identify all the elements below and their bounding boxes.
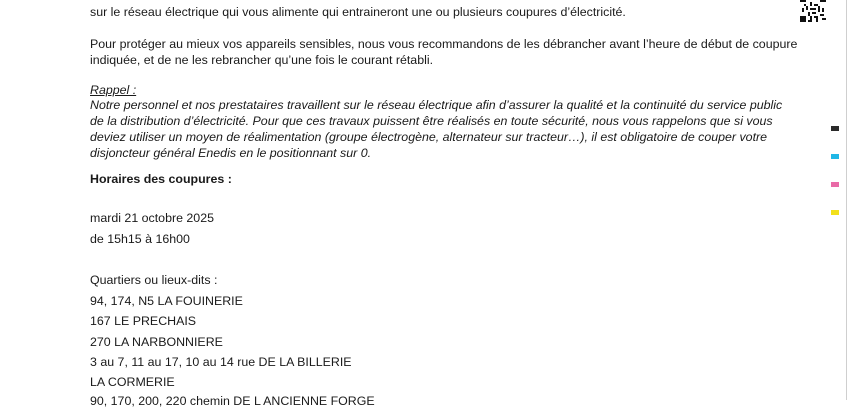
outage-time-range: de 15h15 à 16h00 bbox=[90, 232, 190, 246]
qr-code-icon bbox=[800, 0, 826, 22]
rappel-line-4: disjoncteur général Enedis en le positionnant sur 0. bbox=[90, 146, 372, 160]
protect-paragraph-line-2: indiquée, et de ne les rebrancher qu’une fois le courant rétabli. bbox=[90, 53, 434, 67]
place-item: 3 au 7, 11 au 17, 10 au 14 rue DE LA BILLERIE bbox=[90, 355, 352, 369]
print-mark-magenta bbox=[831, 182, 839, 187]
rappel-line-3: deviez utiliser un moyen de réalimentation (groupe électrogène, alternateur sur tracteur…), il est obligatoire de couper votre bbox=[90, 130, 768, 144]
place-item: 90, 170, 200, 220 chemin DE L ANCIENNE FORGE bbox=[90, 394, 375, 408]
print-mark-yellow bbox=[831, 210, 839, 215]
print-mark-cyan bbox=[831, 154, 839, 159]
horaires-title: Horaires des coupures : bbox=[90, 172, 232, 186]
quartiers-title: Quartiers ou lieux-dits : bbox=[90, 273, 218, 287]
rappel-line-1: Notre personnel et nos prestataires travaillent sur le réseau électrique afin d’assurer la qualité et la continuité du service public bbox=[90, 98, 783, 112]
place-item: 94, 174, N5 LA FOUINERIE bbox=[90, 294, 243, 308]
rappel-title: Rappel : bbox=[90, 83, 137, 97]
rappel-line-2: de la distribution d’électricité. Pour que ces travaux puissent être réalisés en toute sécurité, nous vous rappelons que si vous bbox=[90, 114, 773, 128]
place-item: LA CORMERIE bbox=[90, 375, 175, 389]
place-item: 270 LA NARBONNIERE bbox=[90, 335, 223, 349]
page-edge bbox=[846, 0, 847, 400]
outage-date: mardi 21 octobre 2025 bbox=[90, 211, 214, 225]
print-mark-black bbox=[831, 126, 839, 131]
place-item: 167 LE PRECHAIS bbox=[90, 314, 197, 328]
protect-paragraph-line-1: Pour protéger au mieux vos appareils sensibles, nous vous recommandons de les débrancher avant l’heure de début de coupure bbox=[90, 37, 798, 51]
intro-line: sur le réseau électrique qui vous alimente qui entraineront une ou plusieurs coupures d’électricité. bbox=[90, 5, 626, 19]
